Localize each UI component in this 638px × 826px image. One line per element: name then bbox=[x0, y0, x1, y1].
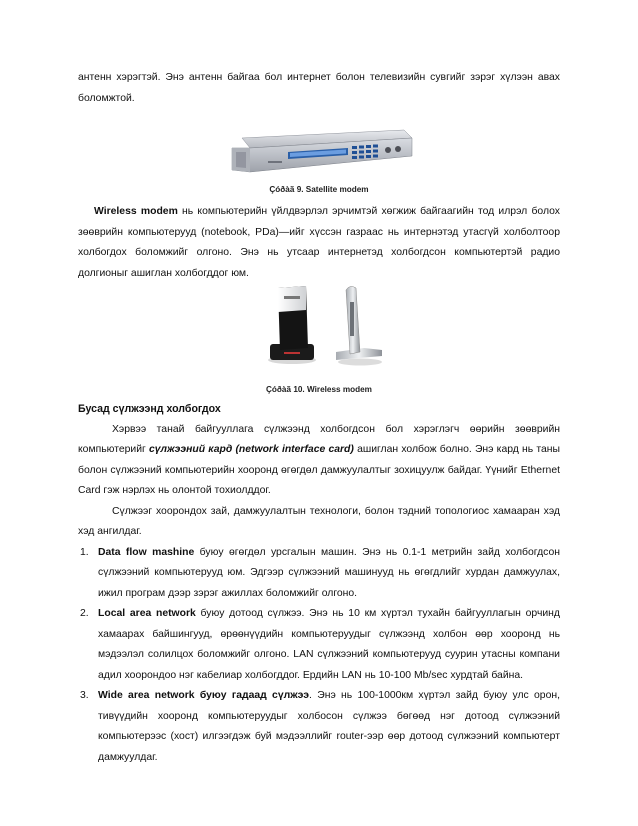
network-type-list bbox=[78, 543, 560, 769]
classification-paragraph: Сүлжээг хоорондох зай, дамжуулалтын технологи, болон тэдний топологиос хамааран хэд хэд ангилдаг. bbox=[78, 505, 560, 537]
list-item bbox=[78, 543, 560, 605]
figure-9-caption: Çóðàã 9. Satellite modem bbox=[269, 185, 369, 194]
list-text: буюу дотоод сүлжээ. Энэ нь 10 км хүртэл тухайн байгууллагын орчинд хамаарах байшингууд, өрөөнүүдийн компьютеруудыг сүлжээнд холбон өөр хооронд нь мэдээлэл солилцох боломжийг олгоно. LAN сүлжээний компьютерууд суурин утасны компани адил хоорондоо нэг кабелиар холбогддог. Ердийн LAN нь 10-100 Mb/sec хурдтай байна. bbox=[98, 608, 560, 681]
list-item bbox=[78, 686, 560, 768]
list-number: 1. bbox=[80, 546, 89, 558]
intro-text: антенн хэрэгтэй. Энэ антенн байгаа бол интернет болон телевизийн сувгийг зэрэг хүлээн авах боломжтой. bbox=[78, 72, 560, 104]
nic-text-b: ашиглан холбож болно. Энэ кард нь таны болон сүлжээний компьютерийн хооронд өгөгдөл дамжуулалтыг зохицуулж байдаг. Үүнийг Ethernet Card гэж нэрлэх нь олонтой тохиолддог. bbox=[78, 444, 560, 496]
list-number: 3. bbox=[80, 690, 89, 701]
wireless-term: Wireless modem bbox=[94, 206, 178, 217]
list-item bbox=[78, 604, 560, 686]
list-term: Data flow mashine bbox=[98, 546, 195, 558]
section-heading: Бусад сүлжээнд холбогдох bbox=[78, 403, 221, 415]
list-term: Wide area network буюу гадаад сүлжээ bbox=[98, 690, 310, 701]
satellite-modem-image bbox=[228, 128, 414, 178]
wireless-text: нь компьютерийн үйлдвэрлэл эрчимтэй хөгжиж байгаагийн тод илрэл болох зөөврийн компьютерууд (notebook, PDa)—ийг хүссэн газраас нь интернэтэд утасгүй холболтоор холбогдох боломжийг олгоно. Энэ нь утсаар интернетэд холбогдсон компьютертэй радио долгионыг ашиглан холбогддог юм. bbox=[78, 206, 560, 279]
figure-10-caption: Çóðàã 10. Wireless modem bbox=[266, 385, 372, 394]
intro-paragraph bbox=[78, 68, 560, 109]
list-text: . Энэ нь 100-1000км хүртэл зайд буюу улс орон, тивүүдийн хооронд компьютеруудыг холбосон сүлжээ бөгөөд нэг дотоод сүлжээний компьютерээс (хост) илгээгдэж буй мэдээллийг router-ээр өөр дотоод сүлжээний компьютерт дамжуулдаг. bbox=[98, 690, 560, 763]
list-text: буюу өгөгдөл урсгалын машин. Энэ нь 0.1-1 метрийн зайд холбогдсон сүлжээний компьютерууд юм. Эдгээр сүлжээний машинууд нь өгөгдлийг хурдан дамжуулах, ижил програм дээр зэрэг ажиллах боломжийг олгоно. bbox=[98, 546, 560, 599]
nic-text-a: Хэрвээ танай байгууллага сүлжээнд холбогдсон бол хэрэглэгч өөрийн зөөврийн компьютерийг bbox=[78, 423, 560, 455]
list-term: Local area network bbox=[98, 608, 196, 619]
list-number: 2. bbox=[80, 608, 89, 619]
network-section bbox=[78, 399, 560, 768]
wireless-modem-image bbox=[264, 282, 384, 368]
nic-term: сүлжээний кард (network interface card) bbox=[149, 444, 354, 455]
wireless-paragraph bbox=[78, 202, 560, 284]
nic-paragraph bbox=[78, 420, 560, 502]
